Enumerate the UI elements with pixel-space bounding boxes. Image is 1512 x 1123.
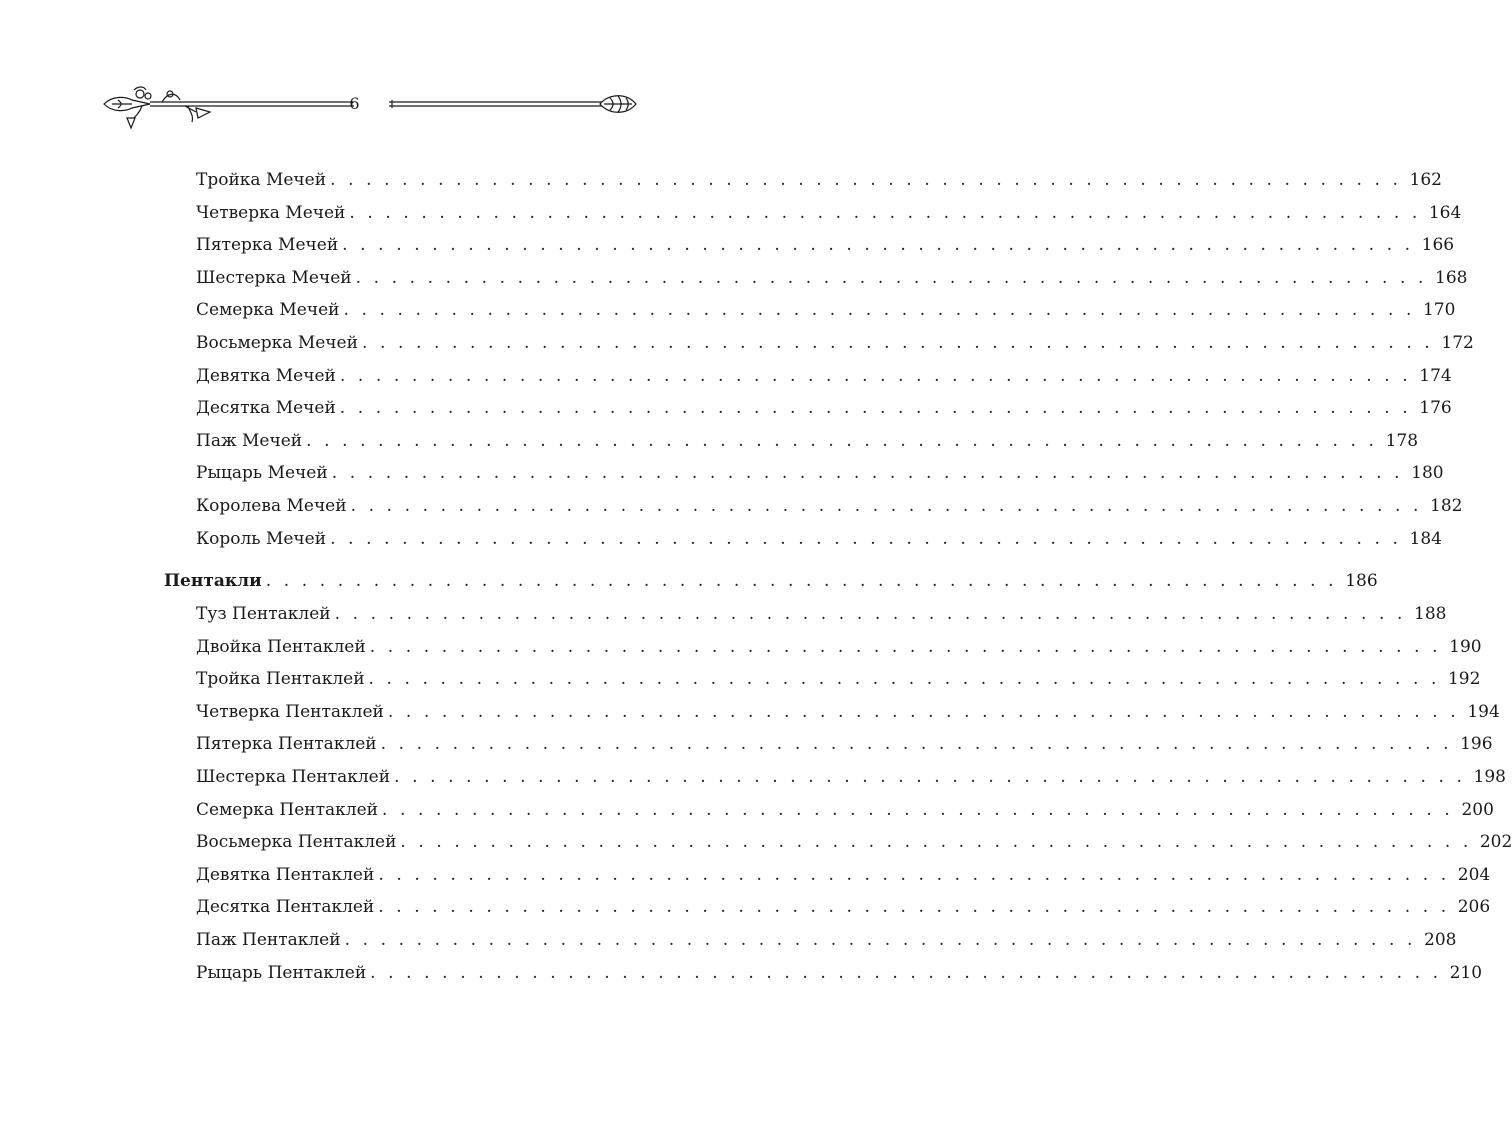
toc-entry-title: Тройка Мечей [196, 170, 327, 190]
toc-entry-title: Тройка Пентаклей [196, 669, 365, 689]
toc-entry-page: 174 [1419, 366, 1452, 386]
toc-entry-title: Двойка Пентаклей [196, 637, 366, 657]
toc-entry[interactable] [196, 699, 1500, 725]
toc-entry[interactable] [196, 634, 1482, 660]
toc-entry-page: 200 [1461, 800, 1494, 820]
toc-entry-page: 188 [1414, 604, 1447, 624]
toc-entry-page: 206 [1457, 897, 1491, 917]
toc-section-entry[interactable] [164, 568, 1378, 594]
toc-entry-page: 176 [1419, 398, 1452, 418]
toc-entry-page: 194 [1467, 702, 1500, 722]
dot-leader: . . . . . . . . . . . . . . . . . . . . . . . . . . . . . . . . . . . . . . . . . . . . . . . . . . . . . . . . . . . . [380, 734, 1453, 754]
dot-leader: . . . . . . . . . . . . . . . . . . . . . . . . . . . . . . . . . . . . . . . . . . . . . . . . . . . . . . . . . . . . [350, 496, 1423, 516]
toc-entry-title: Девятка Мечей [196, 366, 336, 386]
toc-entry-title: Десятка Пентаклей [196, 897, 375, 917]
toc-entry-title: Пентакли [164, 571, 262, 591]
toc-entry-title: Семерка Мечей [196, 300, 340, 320]
toc-entry-title: Паж Пентаклей [196, 930, 341, 950]
page-number: 6 [349, 94, 360, 113]
toc-entry-title: Шестерка Мечей [196, 268, 352, 288]
dot-leader: . . . . . . . . . . . . . . . . . . . . . . . . . . . . . . . . . . . . . . . . . . . . . . . . . . . . . . . . . . . . [381, 800, 1454, 820]
toc-entry[interactable] [196, 395, 1452, 421]
toc-entry-title: Четверка Пентаклей [196, 702, 384, 722]
dot-leader: . . . . . . . . . . . . . . . . . . . . . . . . . . . . . . . . . . . . . . . . . . . . . . . . . . . . . . . . . . . . [400, 832, 1472, 852]
toc-entry-title: Восьмерка Пентаклей [196, 832, 397, 852]
toc-entry-title: Восьмерка Мечей [196, 333, 358, 353]
toc-entry[interactable] [196, 601, 1447, 627]
dot-leader: . . . . . . . . . . . . . . . . . . . . . . . . . . . . . . . . . . . . . . . . . . . . . . . . . . . . . . . . . . . . [342, 235, 1414, 255]
toc-entry[interactable] [196, 894, 1491, 920]
toc-entry-title: Пятерка Мечей [196, 235, 339, 255]
dot-leader: . . . . . . . . . . . . . . . . . . . . . . . . . . . . . . . . . . . . . . . . . . . . . . . . . . . . . . . . . . . . [330, 529, 1402, 549]
toc-entry[interactable] [196, 960, 1483, 986]
toc-entry[interactable] [196, 731, 1493, 757]
dot-leader: . . . . . . . . . . . . . . . . . . . . . . . . . . . . . . . . . . . . . . . . . . . . . . . . . . . . . . . . . . . . [378, 897, 1450, 917]
dot-leader: . . . . . . . . . . . . . . . . . . . . . . . . . . . . . . . . . . . . . . . . . . . . . . . . . . . . . . . . . . . . [330, 170, 1402, 190]
toc-entry-page: 190 [1449, 637, 1482, 657]
dot-leader: . . . . . . . . . . . . . . . . . . . . . . . . . . . . . . . . . . . . . . . . . . . . . . . . . . . . . . . . . . . . [339, 366, 1412, 386]
toc-entry-page: 166 [1421, 235, 1455, 255]
toc-entry-title: Девятка Пентаклей [196, 865, 375, 885]
dot-leader: . . . . . . . . . . . . . . . . . . . . . . . . . . . . . . . . . . . . . . . . . . . . . . . . . . . . . . . . . . . . [369, 637, 1442, 657]
toc-entry-page: 184 [1409, 529, 1442, 549]
toc-entry[interactable] [196, 363, 1452, 389]
toc-entry[interactable] [196, 829, 1512, 855]
dot-leader: . . . . . . . . . . . . . . . . . . . . . . . . . . . . . . . . . . . . . . . . . . . . . . . . . . . . . . . . . . . . [349, 203, 1421, 223]
dot-leader: . . . . . . . . . . . . . . . . . . . . . . . . . . . . . . . . . . . . . . . . . . . . . . . . . . . . . . . . . . . . [339, 398, 1412, 418]
toc-entry-page: 180 [1411, 463, 1444, 483]
toc-entry-page: 164 [1428, 203, 1462, 223]
toc-entry-title: Шестерка Пентаклей [196, 767, 391, 787]
toc-entry-page: 198 [1473, 767, 1506, 787]
toc-entry[interactable] [196, 232, 1455, 258]
toc-entry-page: 170 [1422, 300, 1456, 320]
dot-leader: . . . . . . . . . . . . . . . . . . . . . . . . . . . . . . . . . . . . . . . . . . . . . . . . . . . . . . . . . . . . [265, 571, 1338, 591]
toc-entry[interactable] [196, 200, 1462, 226]
toc-entry-page: 178 [1385, 431, 1419, 451]
toc-entry-title: Пятерка Пентаклей [196, 734, 377, 754]
dot-leader: . . . . . . . . . . . . . . . . . . . . . . . . . . . . . . . . . . . . . . . . . . . . . . . . . . . . . . . . . . . . [331, 463, 1404, 483]
toc-entry-page: 204 [1457, 865, 1491, 885]
toc-entry[interactable] [196, 265, 1468, 291]
dot-leader: . . . . . . . . . . . . . . . . . . . . . . . . . . . . . . . . . . . . . . . . . . . . . . . . . . . . . . . . . . . . [378, 865, 1450, 885]
toc-entry-page: 208 [1424, 930, 1457, 950]
toc-entry-title: Рыцарь Пентаклей [196, 963, 367, 983]
dot-leader: . . . . . . . . . . . . . . . . . . . . . . . . . . . . . . . . . . . . . . . . . . . . . . . . . . . . . . . . . . . . [334, 604, 1407, 624]
toc-entry-title: Десятка Мечей [196, 398, 336, 418]
toc-entry-title: Туз Пентаклей [196, 604, 331, 624]
toc-entry-page: 186 [1345, 571, 1378, 591]
toc-entry-title: Семерка Пентаклей [196, 800, 378, 820]
toc-entry[interactable] [196, 460, 1444, 486]
toc-entry[interactable] [196, 167, 1442, 193]
toc-entry-page: 196 [1460, 734, 1493, 754]
dot-leader: . . . . . . . . . . . . . . . . . . . . . . . . . . . . . . . . . . . . . . . . . . . . . . . . . . . . . . . . . . . . [344, 930, 1417, 950]
toc-entry-page: 192 [1447, 669, 1481, 689]
dot-leader: . . . . . . . . . . . . . . . . . . . . . . . . . . . . . . . . . . . . . . . . . . . . . . . . . . . . . . . . . . . . [370, 963, 1442, 983]
toc-entry[interactable] [196, 666, 1481, 692]
toc-entry[interactable] [196, 493, 1463, 519]
toc-entry[interactable] [196, 764, 1506, 790]
toc-entry-page: 202 [1479, 832, 1512, 852]
toc-entry-title: Королева Мечей [196, 496, 347, 516]
dot-leader: . . . . . . . . . . . . . . . . . . . . . . . . . . . . . . . . . . . . . . . . . . . . . . . . . . . . . . . . . . . . [394, 767, 1466, 787]
toc-entry-page: 168 [1435, 268, 1468, 288]
toc-entry[interactable] [196, 927, 1457, 953]
dot-leader: . . . . . . . . . . . . . . . . . . . . . . . . . . . . . . . . . . . . . . . . . . . . . . . . . . . . . . . . . . . . [387, 702, 1460, 722]
toc-entry-title: Король Мечей [196, 529, 327, 549]
toc-entry-page: 182 [1430, 496, 1463, 516]
toc-entry[interactable] [196, 297, 1456, 323]
dot-leader: . . . . . . . . . . . . . . . . . . . . . . . . . . . . . . . . . . . . . . . . . . . . . . . . . . . . . . . . . . . . [306, 431, 1378, 451]
toc-entry[interactable] [196, 526, 1442, 552]
toc-entry-page: 210 [1449, 963, 1483, 983]
toc-entry-title: Паж Мечей [196, 431, 303, 451]
toc-entry[interactable] [196, 428, 1419, 454]
toc-entry-page: 172 [1441, 333, 1474, 353]
toc-entry[interactable] [196, 330, 1474, 356]
toc-entry[interactable] [196, 797, 1494, 823]
toc-entry-page: 162 [1409, 170, 1442, 190]
dot-leader: . . . . . . . . . . . . . . . . . . . . . . . . . . . . . . . . . . . . . . . . . . . . . . . . . . . . . . . . . . . . [361, 333, 1434, 353]
dot-leader: . . . . . . . . . . . . . . . . . . . . . . . . . . . . . . . . . . . . . . . . . . . . . . . . . . . . . . . . . . . . [368, 669, 1440, 689]
toc-entry[interactable] [196, 862, 1491, 888]
dot-leader: . . . . . . . . . . . . . . . . . . . . . . . . . . . . . . . . . . . . . . . . . . . . . . . . . . . . . . . . . . . . [355, 268, 1428, 288]
toc-entry-title: Рыцарь Мечей [196, 463, 328, 483]
dot-leader: . . . . . . . . . . . . . . . . . . . . . . . . . . . . . . . . . . . . . . . . . . . . . . . . . . . . . . . . . . . . [343, 300, 1415, 320]
toc-entry-title: Четверка Мечей [196, 203, 346, 223]
